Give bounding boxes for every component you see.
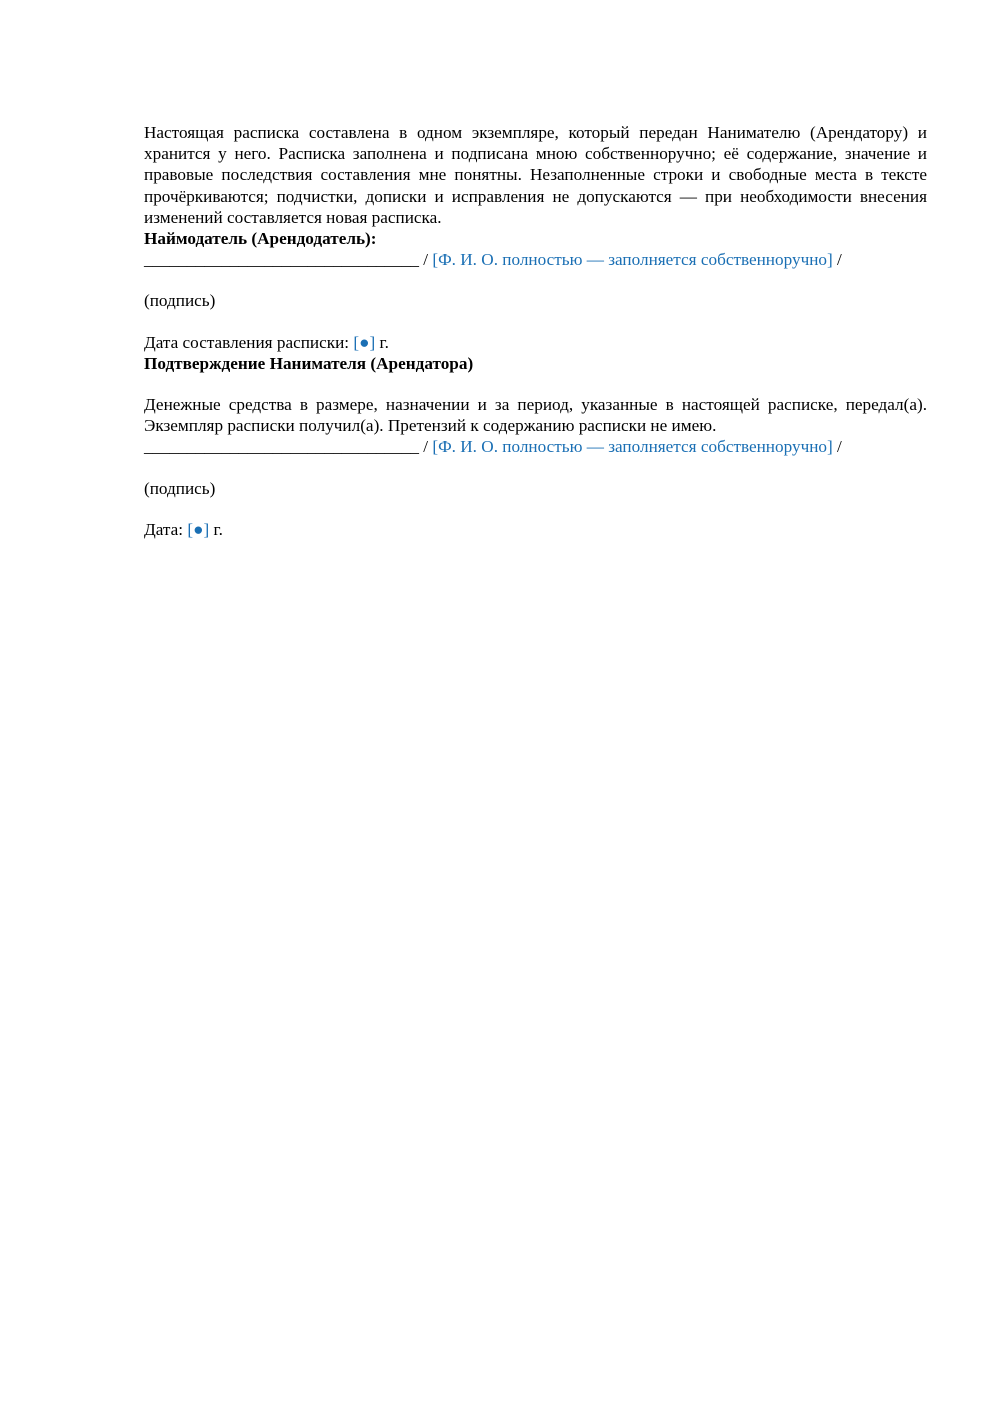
landlord-date-label: Дата составления расписки: <box>144 332 350 352</box>
landlord-signature-row <box>144 249 927 270</box>
tenant-signature-row <box>144 436 927 457</box>
tenant-signature-line[interactable]: ________________________________ <box>144 437 419 457</box>
tenant-date-row <box>144 519 927 540</box>
landlord-name-placeholder[interactable]: [Ф. И. О. полностью — заполняется собственноручно] <box>432 250 833 270</box>
tenant-signature-caption: (подпись) <box>144 478 216 498</box>
landlord-separator-after: / <box>837 250 842 270</box>
tenant-date-suffix: г. <box>213 519 223 539</box>
landlord-date-suffix: г. <box>379 332 389 352</box>
landlord-signature-line[interactable]: ________________________________ <box>144 250 419 270</box>
landlord-date-placeholder[interactable]: [●] <box>353 332 376 352</box>
landlord-date-row <box>144 332 927 353</box>
tenant-separator-before: / <box>423 437 429 457</box>
intro-paragraph: Настоящая расписка составлена в одном экземпляре, который передан Нанимателю (Арендатору) и хранится у него. Расписка заполнена и подписана мною собственноручно; её содержание, значение и правовые последствия составления мне понятны. Незаполненные строки и свободные места в тексте прочёркиваются; подчистки, дописки и исправления не допускаются — при необходимости внесения изменений составляется новая расписка. <box>144 123 927 227</box>
tenant-heading: Подтверждение Нанимателя (Арендатора) <box>144 353 474 373</box>
document-page <box>144 122 927 540</box>
tenant-date-label: Дата: <box>144 519 184 539</box>
landlord-heading: Наймодатель (Арендодатель): <box>144 229 377 249</box>
tenant-separator-after: / <box>837 437 842 457</box>
tenant-confirmation-paragraph: Денежные средства в размере, назначении и за период, указанные в настоящей расписке, передал(а). Экземпляр расписки получил(а). Претензий к содержанию расписки не имею. <box>144 395 927 436</box>
tenant-date-placeholder[interactable]: [●] <box>187 519 210 539</box>
landlord-separator-before: / <box>423 250 429 270</box>
tenant-name-placeholder[interactable]: [Ф. И. О. полностью — заполняется собственноручно] <box>432 437 833 457</box>
landlord-signature-caption: (подпись) <box>144 291 216 311</box>
